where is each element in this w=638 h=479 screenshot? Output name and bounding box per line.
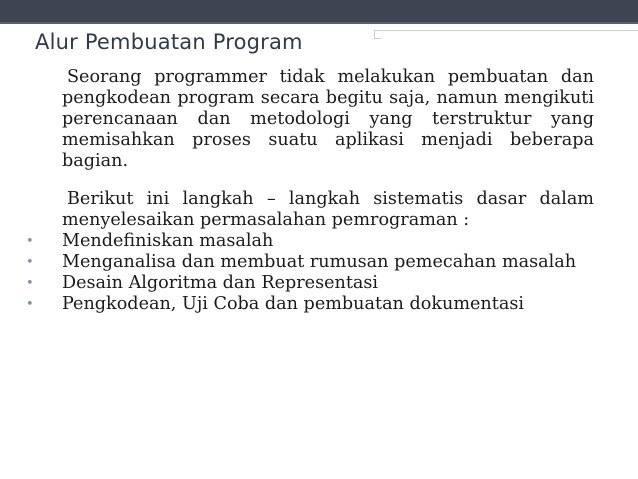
bullet-icon: • [26,276,34,291]
bullet-icon: • [26,297,34,312]
slide-top-bar [0,0,638,22]
list-item [26,273,594,294]
bullet-icon: • [26,255,34,270]
bullet-icon: • [26,234,34,249]
list-item-text: Pengkodean, Uji Coba dan pembuatan dokumentasi [62,294,524,314]
list-item-text: Menganalisa dan membuat rumusan pemecahan masalah [62,252,577,272]
list-item [26,294,594,315]
list-item-text: Desain Algoritma dan Representasi [62,273,379,293]
list-item [26,252,594,273]
list-item [26,231,594,252]
slide-top-accent [0,22,638,24]
title-decoration-cap [374,30,381,39]
slide-title: Alur Pembuatan Program [35,30,303,54]
steps-intro-paragraph: Berikut ini langkah – langkah sistematis dasar dalam menyelesaikan permasalahan pemrograman : [62,189,594,230]
title-decoration-line [374,30,638,41]
list-item-text: Mendefiniskan masalah [62,231,274,251]
intro-paragraph: Seorang programmer tidak melakukan pembuatan dan pengkodean program secara begitu saja, namun mengikuti perencanaan dan metodologi yang terstruktur yang memisahkan proses suatu aplikasi menjadi beberapa bagian. [62,67,594,171]
slide-body [26,67,594,315]
steps-list [26,231,594,315]
